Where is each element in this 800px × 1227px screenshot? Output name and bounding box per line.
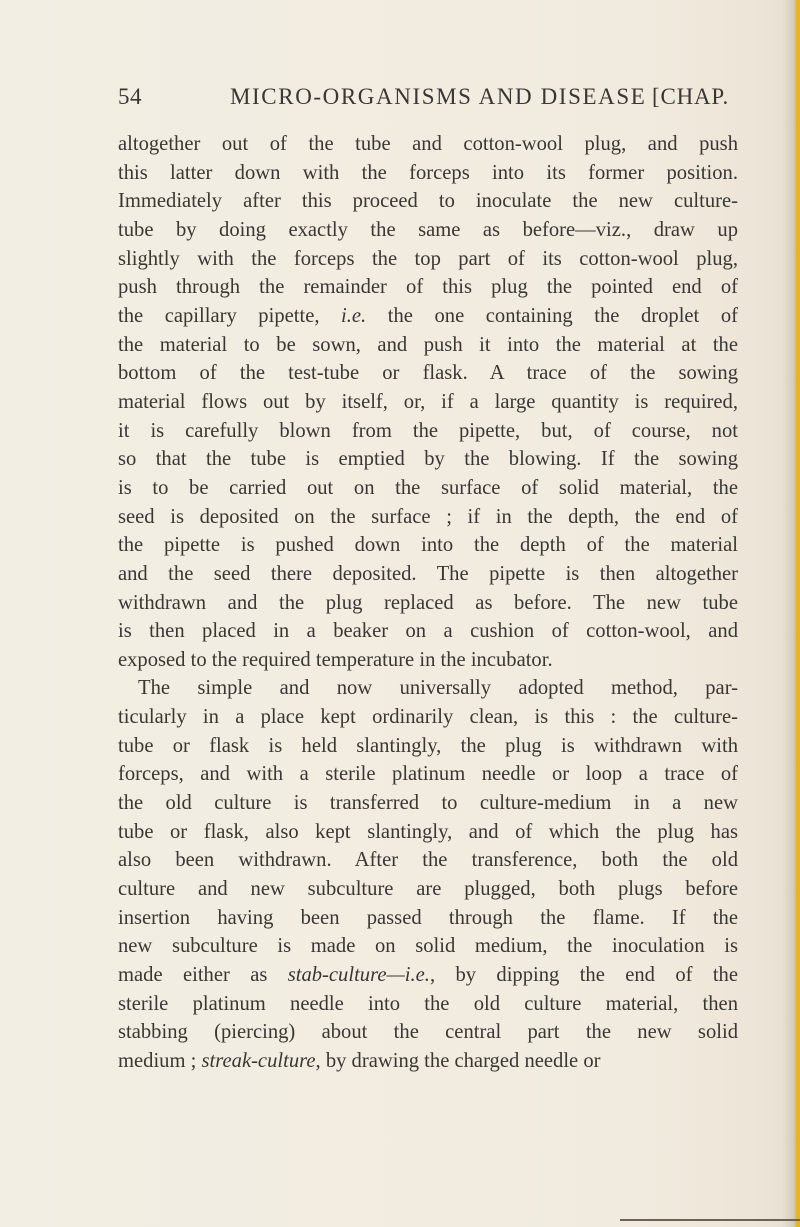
text-line: culture and new subculture are plugged, both plugs before (118, 878, 738, 901)
text-line: tube by doing exactly the same as before—viz., draw up (118, 218, 738, 241)
text-run: medium ; (118, 1050, 202, 1072)
running-head (118, 84, 748, 118)
text-line: altogether out of the tube and cotton-wool plug, and push (118, 133, 738, 155)
text-line: new subculture is made on solid medium, the inoculation is (118, 935, 738, 958)
text-line: also been withdrawn. After the transference, both the old (118, 849, 738, 872)
text-line: tube or flask is held slantingly, the plug is withdrawn with (118, 734, 738, 757)
text-run: , by drawing the charged needle or (315, 1050, 601, 1072)
text-line: is to be carried out on the surface of solid material, the (118, 476, 738, 499)
running-title: MICRO-ORGANISMS AND DISEASE (230, 84, 647, 109)
text-line: withdrawn and the plug replaced as before. The new tube (118, 591, 738, 614)
text-line: push through the remainder of this plug the pointed end of (118, 276, 738, 299)
page-number: 54 (118, 84, 142, 109)
italic-term: i.e. (341, 304, 367, 327)
italic-term: stab-culture—i.e. (287, 964, 430, 987)
text-line: exposed to the required temperature in the incubator. (118, 648, 553, 671)
text-run: the one containing the droplet of (366, 304, 738, 327)
text-line (118, 1047, 738, 1076)
text-line: and the seed there deposited. The pipette is then altogether (118, 562, 738, 585)
page-edge (796, 0, 800, 1227)
text-line: so that the tube is emptied by the blowing. If the sowing (118, 448, 738, 471)
text-line: the old culture is transferred to culture-medium in a new (118, 792, 738, 815)
italic-term: streak-culture (201, 1050, 316, 1072)
text-run: , by dipping the end of the (429, 964, 738, 987)
page-bottom-rule (620, 1219, 800, 1221)
text-line: forceps, and with a sterile platinum needle or loop a trace of (118, 763, 738, 786)
text-line: is then placed in a beaker on a cushion of cotton-wool, and (118, 620, 738, 643)
text-line: it is carefully blown from the pipette, but, of course, not (118, 419, 738, 442)
text-line: the material to be sown, and push it into the material at the (118, 333, 738, 356)
text-line (118, 302, 738, 331)
text-line: tube or flask, also kept slantingly, and of which the plug has (118, 820, 738, 843)
text-line: Immediately after this proceed to inoculate the new culture- (118, 190, 738, 213)
text-line: seed is deposited on the surface ; if in the depth, the end of (118, 505, 738, 528)
text-line: insertion having been passed through the flame. If the (118, 906, 738, 929)
text-line (118, 961, 738, 990)
text-line: this latter down with the forceps into its former position. (118, 161, 738, 184)
text-line: sterile platinum needle into the old culture material, then (118, 992, 738, 1015)
text-line: slightly with the forceps the top part of its cotton-wool plug, (118, 247, 738, 270)
text-line: The simple and now universally adopted method, par- (138, 677, 738, 700)
text-line: ticularly in a place kept ordinarily clean, is this : the culture- (118, 706, 738, 729)
text-line: stabbing (piercing) about the central part the new solid (118, 1021, 738, 1044)
text-line: material flows out by itself, or, if a large quantity is required, (118, 390, 738, 413)
text-line: bottom of the test-tube or flask. A trace of the sowing (118, 362, 738, 385)
text-run: made either as (118, 964, 288, 987)
text-line: the pipette is pushed down into the depth of the material (118, 534, 738, 557)
text-run: the capillary pipette, (118, 304, 342, 327)
chapter-label: [CHAP. (652, 84, 730, 109)
body-text (118, 130, 738, 1076)
